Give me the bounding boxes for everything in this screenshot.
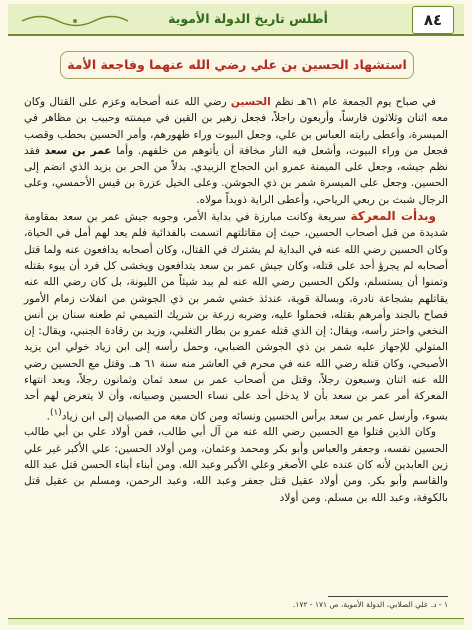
article-body — [24, 94, 448, 506]
section-heading: استشهاد الحسين بن علي رضي الله عنهما وفاجعة الأمة — [60, 51, 414, 79]
text-run: سريعة وكانت مبارزة في بداية الأمر، وجوبه جيش عمر بن سعد بمقاومة شديدة من قبل أصحاب الحسين، حيث إن مقاتلتهم اتسمت بالفدائية فلم يعد لهم أمل في الحياة، وكان الحسين رضي الله عنه في البداية لم يشترك في القتال، وكان أصحابه يدافعون عنه ولما قتل أصحابه لم يجرؤ أحد على قتله، وكان جيش عمر بن سعد يتدافعون ويخشى كل فرد أن يبوء بقتله وتمنوا أن يستسلم، ولكن الحسين رضي الله عنه لم يبد شيئاً من الليونة، بل كان رضي الله عنه يقاتلهم بشجاعة نادرة، وبسالة قوية، عندئذ خشي شمر بن ذي الجوشن من انفلات زمام الأمور فصاح بالجند وأمرهم بقتله، فحملوا عليه، وضربه زرعة بن شريك التميمي ثم طعنه سنان بن أنس النخعي واحتز رأسه، ويقال: إن الذي قتله عمرو بن بطار التغلبي، وزيد بن رقادة الجنبي، ويقال: إن المتولي للإجهاز عليه شمر بن ذي الجوشن الضبابي، وحمل رأسه إلى ابن زياد خولي ابن يزيد الأصبحي، وكان قتله رضي الله عنه في محرم في العاشر منه سنة ٦١ هـ. وقتل مع الحسين رضي الله عنه اثنان وسبعون رجلاً، وقتل من أصحاب عمر بن سعد ثمان وثمانون رجلاً، وبعد انتهاء المعركة أمر عمر بن سعد بأن لا يدخل أحد على نساء الحسين وصبيانه، وأن لا يتعرض لهم أحد بسوء، وأرسل عمر بن سعد برأس الحسين ونسائه ومن كان معه من الصبيان إلى ابن زياد — [24, 211, 448, 423]
ornament-icon — [20, 14, 130, 28]
paragraph-3: وكان الذين قتلوا مع الحسين رضي الله عنه من آل أبي طالب، فمن أولاد علي بن أبي طالب الحسين نفسه، وجعفر والعباس وأبو بكر ومحمد وعثمان، ومن أولاد الحسين: علي الأكبر غير علي زين العابدين لأنه كان عنده علي الأصغر وعلي الأكبر وعبد الله. ومن أبناء أبناء الحسن قتل عبد الله والقاسم وأبو بكر. ومن أولاد عقيل قتل جعفر وعبد الله، وعبد الرحمن، ومسلم بن عقيل قتل بالكوفة، وعبد الله بن مسلم. ومن أولاد — [24, 426, 448, 504]
footnote-divider — [328, 596, 448, 597]
text-run: رضي الله عنه أصحابه وعزم على القتال وكان معه اثنان وثلاثون فارساً، وأربعون راجلاً، فجعل زهير بن القين في ميمنته وحبيب بن مظاهر في الميسرة، وأعطى رايته العباس بن علي، وجعل البيوت وراء ظهورهم، وأمر الحسين بحطب وقصب فجعل من وراء البيوت، وأشعل فيه النار مخافة أن يأتوهم من خلفهم. وأما — [24, 96, 448, 157]
page-number: ٨٤ — [412, 6, 454, 34]
book-title: أطلس تاريخ الدولة الأموية — [168, 11, 328, 26]
paragraph-1 — [24, 94, 448, 208]
text-run: في صباح يوم الجمعة عام ٦١هـ نظم — [270, 96, 436, 108]
footnote: ١ - د. علي الصلابي، الدولة الأموية، ص ١٧١ - ١٧٢. — [293, 600, 448, 609]
sub-heading: وبدأت المعركة — [350, 209, 436, 224]
text-run: فقد نظم جيشه، وجعل على الميمنة عمرو ابن الحجاج الزبيدي. بدلاً من الحر بن يزيد الذي انضم إلى الحسين. وجعل على الميسرة شمر بن ذي الجوشن. وعلى الخيل عزرة بن قيس الأحمسي، وعلى الرجال شبث بن ربعي الرياحي، وأعطى الراية ذويداً مولاه. — [24, 144, 448, 206]
footnote-ref[interactable]: (١) — [50, 407, 62, 418]
page-header — [8, 4, 464, 36]
highlight-name: عمر بن سعد — [44, 144, 112, 157]
paragraph-2 — [24, 208, 448, 424]
page-footer-bar — [8, 618, 464, 625]
text-run: . — [46, 410, 51, 423]
highlight-name: الحسين — [230, 96, 271, 108]
